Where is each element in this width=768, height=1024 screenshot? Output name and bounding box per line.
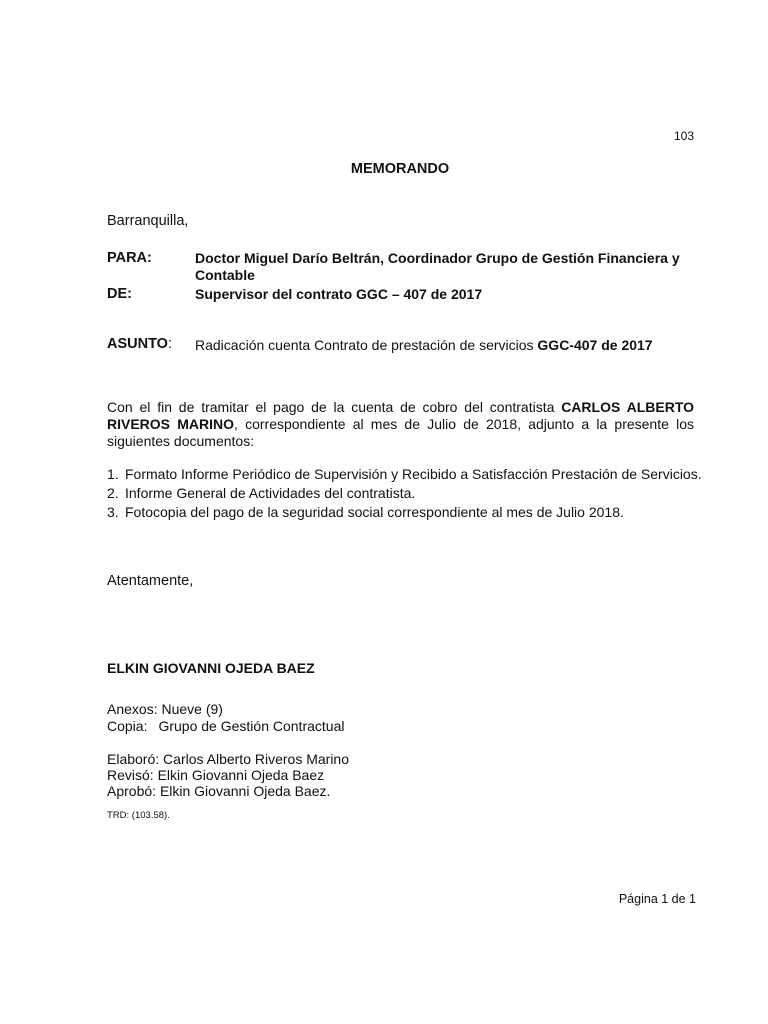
reviso-label: Revisó:: [107, 767, 154, 783]
list-item: [107, 465, 707, 484]
copia-label: Copia:: [107, 718, 148, 734]
anexos-label: Anexos:: [107, 701, 158, 717]
elaboro-line: [107, 751, 349, 768]
anexos-value: Nueve (9): [161, 701, 223, 717]
body-post: , correspondiente al mes de Julio de 2018, adjunto a la presente los siguientes documentos:: [107, 416, 694, 449]
aprobo-value: Elkin Giovanni Ojeda Baez.: [159, 783, 331, 799]
contractor-name: CARLOS ALBERTO RIVEROS MARINO: [107, 399, 695, 432]
city-line: Barranquilla,: [107, 213, 189, 229]
list-item: [107, 484, 707, 503]
copia-value: Grupo de Gestión Contractual: [158, 718, 345, 734]
asunto-contract-id: GGC-407 de 2017: [537, 337, 653, 353]
elaboro-label: Elaboró:: [107, 751, 160, 767]
aprobo-label: Aprobó:: [107, 783, 157, 799]
anexos-line: [107, 701, 223, 718]
para-value: Doctor Miguel Darío Beltrán, Coordinador Grupo de Gestión Financiera y Contable: [195, 250, 680, 283]
reviso-line: [107, 767, 324, 784]
list-item-number: 1.: [107, 466, 119, 482]
reviso-value: Elkin Giovanni Ojeda Baez: [157, 767, 325, 783]
memo-title: MEMORANDO: [350, 161, 450, 177]
page-number: Página 1 de 1: [618, 892, 696, 906]
asunto-label: ASUNTO: [107, 336, 168, 352]
list-item-text: Formato Informe Periódico de Supervisión y Recibido a Satisfacción Prestación de Servicios.: [125, 466, 702, 482]
signer-name: ELKIN GIOVANNI OJEDA BAEZ: [107, 660, 315, 676]
list-item: [107, 503, 707, 522]
list-item-number: 3.: [107, 504, 119, 520]
copia-line: [107, 718, 344, 735]
de-value: Supervisor del contrato GGC – 407 de 2017: [195, 286, 483, 302]
trd-code: TRD: (103.58).: [107, 810, 170, 821]
asunto-value: [195, 337, 653, 353]
body-pre: Con el fin de tramitar el pago de la cuenta de cobro del contratista: [107, 399, 562, 415]
list-item-text: Fotocopia del pago de la seguridad social correspondiente al mes de Julio 2018.: [125, 504, 624, 520]
asunto-label-line: [107, 336, 172, 352]
aprobo-line: [107, 783, 330, 800]
de-label: DE:: [107, 286, 132, 302]
asunto-colon: :: [167, 336, 172, 352]
closing-line: Atentamente,: [107, 573, 194, 589]
list-item-number: 2.: [107, 485, 119, 501]
list-item-text: Informe General de Actividades del contratista.: [125, 485, 416, 501]
body-paragraph: [107, 399, 694, 450]
para-label: PARA:: [107, 250, 152, 266]
asunto-text: Radicación cuenta Contrato de prestación de servicios: [195, 337, 538, 353]
document-number: 103: [673, 129, 694, 143]
documents-list: [107, 465, 707, 522]
elaboro-value: Carlos Alberto Riveros Marino: [163, 751, 350, 767]
